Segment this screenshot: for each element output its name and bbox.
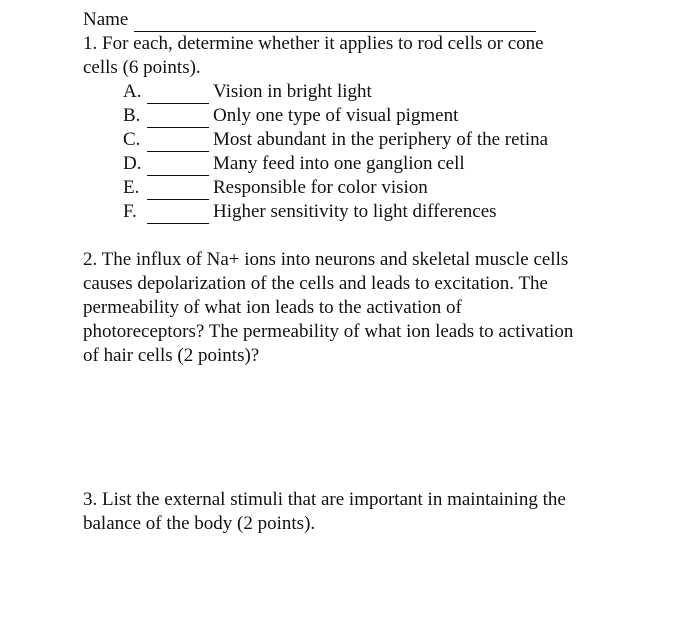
item-letter: A. — [123, 81, 142, 102]
name-label: Name — [83, 9, 129, 30]
spacer — [83, 224, 683, 248]
list-item — [123, 80, 683, 104]
question-3-line: balance of the body (2 points). — [83, 513, 316, 534]
list-item — [123, 176, 683, 200]
question-2-line: permeability of what ion leads to the activation of — [83, 297, 462, 318]
question-1-prompt-line-1: 1. For each, determine whether it applies to rod cells or cone — [83, 33, 544, 54]
question-3 — [83, 488, 683, 536]
question-1-prompt-line-2: cells (6 points). — [83, 57, 201, 78]
question-3-line: 3. List the external stimuli that are important in maintaining the — [83, 489, 566, 510]
item-letter: D. — [123, 153, 142, 174]
answer-blank[interactable] — [147, 86, 209, 104]
item-text: Only one type of visual pigment — [213, 105, 459, 126]
list-item — [123, 128, 683, 152]
name-row — [83, 8, 683, 32]
item-text: Most abundant in the periphery of the retina — [213, 129, 549, 150]
list-item — [123, 104, 683, 128]
item-text: Responsible for color vision — [213, 177, 428, 198]
answer-blank[interactable] — [147, 206, 209, 224]
answer-blank[interactable] — [147, 158, 209, 176]
name-blank[interactable] — [134, 13, 536, 32]
item-letter: C. — [123, 129, 141, 150]
item-letter: F. — [123, 201, 137, 222]
worksheet — [83, 8, 683, 536]
question-2-line: of hair cells (2 points)? — [83, 345, 260, 366]
item-text: Many feed into one ganglion cell — [213, 153, 465, 174]
question-2-line: photoreceptors? The permeability of what ion leads to activation — [83, 321, 574, 342]
answer-blank[interactable] — [147, 110, 209, 128]
question-2 — [83, 248, 683, 368]
answer-space — [83, 368, 683, 488]
list-item — [123, 200, 683, 224]
question-1 — [83, 32, 683, 224]
answer-blank[interactable] — [147, 134, 209, 152]
question-2-line: causes depolarization of the cells and leads to excitation. The — [83, 273, 548, 294]
item-letter: B. — [123, 105, 141, 126]
item-text: Vision in bright light — [213, 81, 372, 102]
item-text: Higher sensitivity to light differences — [213, 201, 497, 222]
list-item — [123, 152, 683, 176]
item-letter: E. — [123, 177, 140, 198]
answer-blank[interactable] — [147, 182, 209, 200]
question-1-items — [123, 80, 683, 224]
question-2-line: 2. The influx of Na+ ions into neurons and skeletal muscle cells — [83, 249, 569, 270]
